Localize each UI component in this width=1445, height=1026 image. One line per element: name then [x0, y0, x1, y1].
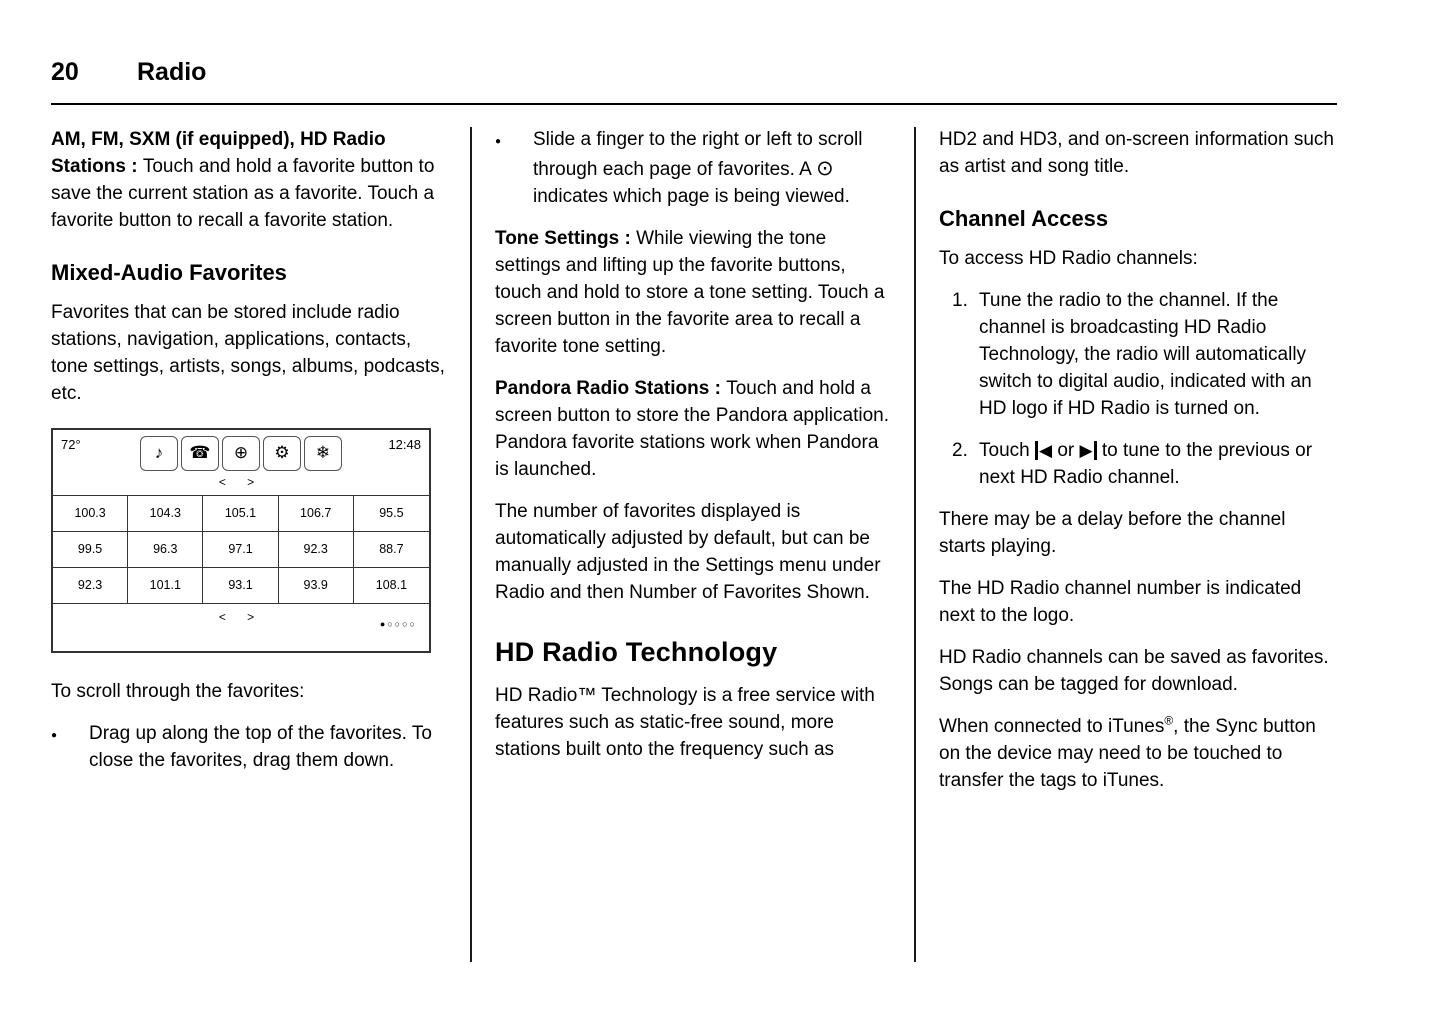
paragraph-am-fm — [51, 127, 447, 235]
footer-chevrons: < > — [218, 610, 264, 625]
column-divider — [470, 127, 472, 962]
itunes-text-pre: When connected to iTunes — [939, 715, 1165, 737]
paragraph-favorites-stored: Favorites that can be stored include radio stations, navigation, applications, contacts, tone settings, artists, songs, albums, podcasts, etc. — [51, 302, 445, 405]
page-indicator-dots: ●○○○○ — [379, 619, 417, 630]
phone-icon: ☎ — [181, 436, 219, 471]
audio-icon: ♪ — [140, 436, 178, 471]
numbered-item-2 — [939, 438, 1335, 492]
next-channel-icon: ▶ — [1080, 441, 1097, 460]
screen-footer — [53, 609, 429, 651]
paragraph-tone-settings — [495, 226, 891, 361]
paragraph-hd-intro: HD Radio™ Technology is a free service with features such as static-free sound, more stations built onto the frequency such as — [495, 684, 875, 760]
paragraph-itunes — [939, 714, 1335, 795]
item-2-number: 2. — [952, 439, 968, 461]
registered-trademark-symbol: ® — [1164, 713, 1174, 728]
favorite-button: 108.1 — [354, 568, 429, 604]
favorite-button: 92.3 — [53, 568, 128, 604]
header-rule — [51, 103, 1337, 105]
pandora-text: Touch and hold a screen button to store the Pandora application. Pandora favorite stations work when Pandora is launched. — [495, 377, 889, 480]
paragraph-saved-favorites: HD Radio channels can be saved as favorites. Songs can be tagged for download. — [939, 646, 1329, 695]
paragraph-delay: There may be a delay before the channel starts playing. — [939, 508, 1286, 557]
temperature-readout: 72° — [61, 436, 81, 452]
bullet-slide-finger-text — [533, 127, 891, 211]
numbered-item-1 — [939, 288, 1335, 423]
paragraph-number-of-favorites: The number of favorites displayed is automatically adjusted by default, but can be manually adjusted in the Settings menu under Radio and then Number of Favorites Shown. — [495, 500, 881, 603]
tone-settings-text: While viewing the tone settings and lifting up the favorite buttons, touch and hold to store a tone setting. Touch a screen button in the favorite area to recall a favorite tone setting. — [495, 227, 885, 357]
column-divider — [914, 127, 916, 962]
favorite-button: 100.3 — [53, 496, 128, 532]
touch-text-pre: Touch — [979, 439, 1035, 461]
radio-screen-illustration — [51, 428, 431, 653]
settings-icon: ⚙ — [263, 436, 301, 471]
tone-settings-label: Tone Settings : — [495, 227, 637, 249]
icon-row-chevrons: < > — [218, 474, 264, 489]
page-indicator-icon: ⊙ — [816, 156, 834, 180]
favorite-button: 93.1 — [203, 568, 278, 604]
item-1-number: 1. — [952, 290, 968, 312]
column-3 — [939, 127, 1335, 962]
bullet-drag-up — [51, 721, 447, 775]
paragraph-access-intro: To access HD Radio channels: — [939, 248, 1198, 270]
paragraph-hd2-hd3: HD2 and HD3, and on-screen information such as artist and song title. — [939, 129, 1334, 177]
favorite-button: 88.7 — [354, 532, 429, 568]
bullet-icon: ● — [495, 136, 502, 147]
bullet-icon: ● — [51, 729, 58, 741]
touch-text-mid: or — [1052, 439, 1080, 461]
favorite-button: 99.5 — [53, 532, 128, 568]
am-fm-label: AM, FM, SXM (if equipped), HD Radio Stations : — [51, 129, 386, 177]
heading-mixed-audio-favorites: Mixed-Audio Favorites — [51, 259, 287, 285]
am-fm-text: Touch and hold a favorite button to save the current station as a favorite. Touch a favorite button to recall a favorite station. — [51, 155, 435, 231]
nav-icon: ⊕ — [222, 436, 260, 471]
favorite-button: 101.1 — [128, 568, 203, 604]
item-1-text: Tune the radio to the channel. If the channel is broadcasting HD Radio Technology, the radio will automatically switch to digital audio, indicated with an HD logo if HD Radio is turned on. — [979, 290, 1312, 420]
favorite-button: 105.1 — [203, 496, 278, 532]
column-2 — [495, 127, 891, 962]
favorite-button: 97.1 — [203, 532, 278, 568]
paragraph-channel-number: The HD Radio channel number is indicated next to the logo. — [939, 577, 1302, 626]
touch-text-post: to tune to the previous or next HD Radio channel. — [979, 439, 1313, 488]
favorite-button: 92.3 — [279, 532, 354, 568]
favorite-button: 95.5 — [354, 496, 429, 532]
page-title: Radio — [137, 58, 207, 86]
paragraph-pandora — [495, 376, 891, 484]
slide-text-pre: Slide a finger to the right or left to scroll through each page of favorites. A — [533, 129, 863, 180]
screen-status-bar — [53, 430, 429, 471]
previous-channel-icon: ◀ — [1035, 441, 1052, 460]
favorite-button: 93.9 — [279, 568, 354, 604]
page-number: 20 — [51, 58, 79, 86]
favorite-button: 104.3 — [128, 496, 203, 532]
three-column-layout — [51, 127, 1394, 962]
bullet-drag-up-text: Drag up along the top of the favorites. To close the favorites, drag them down. — [89, 722, 432, 771]
column-1 — [51, 127, 447, 962]
pandora-label: Pandora Radio Stations : — [495, 377, 727, 399]
bullet-slide-finger — [495, 127, 891, 211]
heading-channel-access: Channel Access — [939, 205, 1109, 231]
favorite-button: 106.7 — [279, 496, 354, 532]
page-header — [51, 58, 1394, 87]
item-2-text — [979, 438, 1335, 492]
itunes-text-post: , the Sync button on the device may need to be touched to transfer the tags to iTunes. — [939, 715, 1316, 791]
climate-icon: ❄ — [304, 436, 342, 471]
favorite-button: 96.3 — [128, 532, 203, 568]
clock-readout: 12:48 — [388, 436, 421, 452]
heading-hd-radio-technology: HD Radio Technology — [495, 636, 778, 667]
favorites-grid — [53, 495, 429, 604]
paragraph-scroll-intro: To scroll through the favorites: — [51, 681, 305, 703]
screen-icon-row — [113, 436, 369, 471]
slide-text-post: indicates which page is being viewed. — [533, 185, 850, 207]
